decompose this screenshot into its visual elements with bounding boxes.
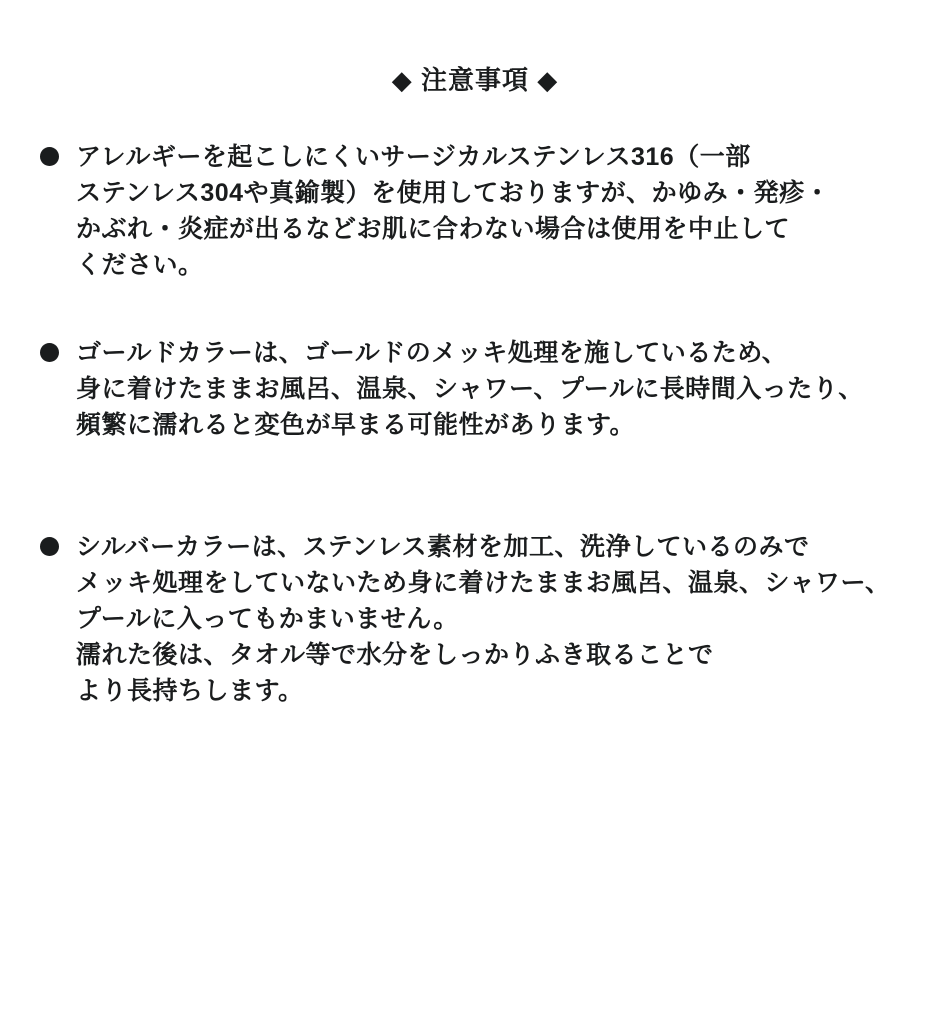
notice-line: ください。: [76, 251, 204, 279]
notice-text: [76, 529, 891, 709]
page-title: ◆ 注意事項 ◆: [391, 65, 559, 95]
notice-line: 身に着けたままお風呂、温泉、シャワー、プールに長時間入ったり、: [76, 375, 864, 403]
notice-line: ステンレス304や真鍮製）を使用しておりますが、かゆみ・発疹・: [76, 179, 831, 207]
notice-line: シルバーカラーは、ステンレス素材を加工、洗浄しているのみで: [76, 533, 810, 561]
notice-line: プールに入ってもかまいません。: [76, 605, 459, 633]
notice-line: ゴールドカラーは、ゴールドのメッキ処理を施しているため、: [76, 339, 788, 367]
notice-line: 頻繁に濡れると変色が早まる可能性があります。: [76, 411, 636, 439]
notice-text: [76, 139, 830, 283]
notice-line: メッキ処理をしていないため身に着けたままお風呂、温泉、シャワー、: [76, 569, 891, 597]
notice-line: かぶれ・炎症が出るなどお肌に合わない場合は使用を中止して: [76, 215, 791, 243]
bullet-circle-icon: [40, 343, 59, 362]
notice-item-allergy: [0, 139, 950, 283]
bullet-circle-icon: [40, 537, 59, 556]
notice-text: [76, 335, 864, 443]
bullet-circle-icon: [40, 147, 59, 166]
notice-line: より長持ちします。: [76, 677, 304, 705]
notice-line: アレルギーを起こしにくいサージカルステンレス316（一部: [76, 143, 751, 171]
caution-notice-page: [0, 62, 950, 1012]
notice-item-gold-color: [0, 335, 950, 443]
notice-line: 濡れた後は、タオル等で水分をしっかりふき取ることで: [76, 641, 714, 669]
notice-item-silver-color: [0, 529, 950, 709]
